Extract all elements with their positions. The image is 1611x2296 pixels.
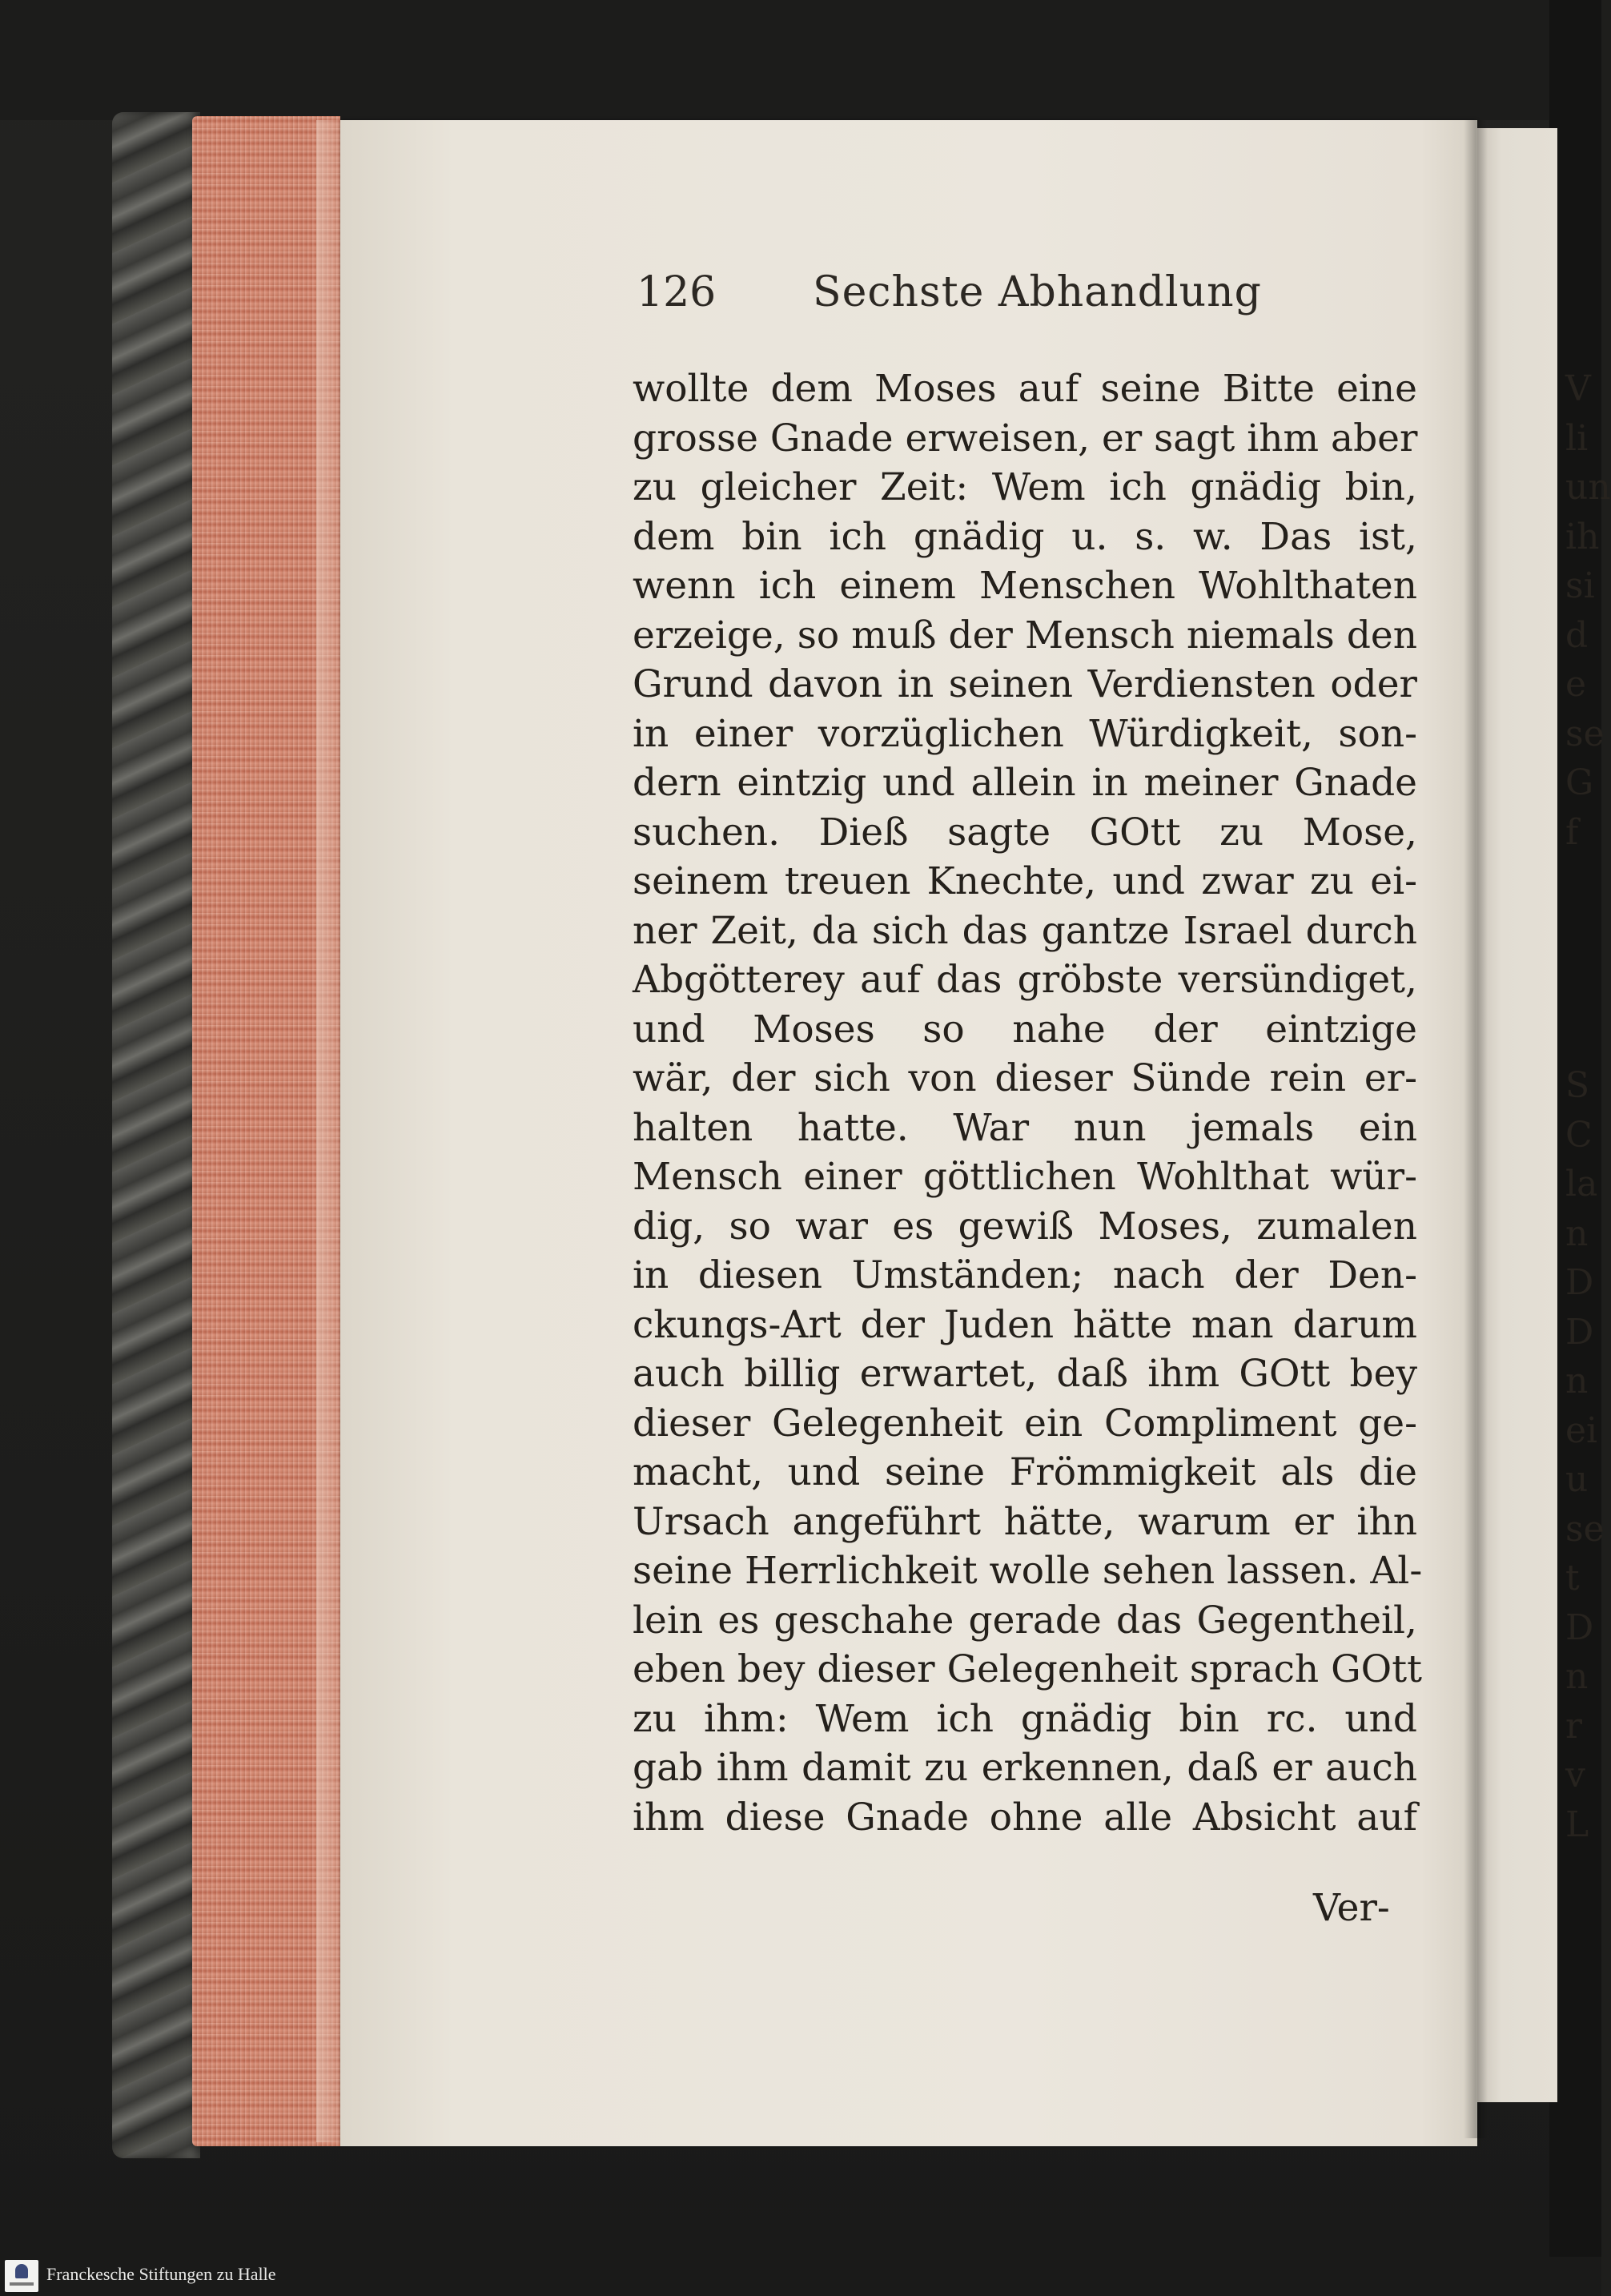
footer-label: Franckesche Stiftungen zu Halle: [46, 2264, 276, 2284]
facing-page-fragment: f: [1565, 811, 1579, 853]
facing-page-fragment: t: [1565, 1558, 1580, 1598]
text-line: ihm diese Gnade ohne alle Absicht auf: [633, 1795, 1417, 1840]
marbled-cover-board: [112, 112, 200, 2158]
facing-page-fragment: D: [1565, 1606, 1594, 1648]
text-line: gab ihm damit zu erkennen, daß er auch: [633, 1746, 1417, 1790]
facing-page-fragment: un: [1565, 467, 1611, 508]
book-gutter-shadow: [1464, 120, 1488, 2138]
text-line: zu ihm: Wem ich gnädig bin rc. und: [633, 1696, 1417, 1741]
text-line: wenn ich einem Menschen Wohlthaten: [633, 564, 1417, 608]
dark-background: [0, 0, 1601, 120]
text-line: wollte dem Moses auf seine Bitte eine: [633, 367, 1417, 411]
facing-page-text-top: [1565, 364, 1611, 857]
text-line: dieser Gelegenheit ein Compliment ge-: [633, 1401, 1417, 1446]
facing-page-text-bottom: [1565, 1061, 1605, 1849]
text-line: Grund davon in seinen Verdiensten oder: [633, 662, 1417, 706]
text-line: und Moses so nahe der eintzige: [633, 1007, 1417, 1051]
facing-page-fragment: e: [1565, 664, 1587, 705]
text-line: Mensch einer göttlichen Wohlthat wür-: [633, 1155, 1417, 1199]
facing-page-fragment: ih: [1565, 516, 1600, 557]
facing-page-fragment: n: [1565, 1656, 1589, 1697]
text-line: zu gleicher Zeit: Wem ich gnädig bin,: [633, 465, 1417, 509]
text-line: ner Zeit, da sich das gantze Israel durch: [633, 908, 1417, 953]
text-line: auch billig erwartet, daß ihm GOtt bey: [633, 1352, 1417, 1396]
text-line: Ursach angeführt hätte, warum er ihn: [633, 1499, 1417, 1544]
text-line: halten hatte. War nun jemals ein: [633, 1105, 1417, 1150]
catchword: Ver-: [1313, 1886, 1390, 1930]
facing-page-fragment: u: [1565, 1459, 1589, 1500]
body-text: [633, 364, 1423, 1842]
running-title: Sechste Abhandlung: [813, 268, 1262, 316]
facing-page-fragment: D: [1565, 1262, 1594, 1303]
facing-page-fragment: la: [1565, 1164, 1598, 1204]
text-line: lein es geschahe gerade das Gegentheil,: [633, 1598, 1417, 1643]
facing-page-fragment: D: [1565, 1311, 1594, 1353]
page-header: [637, 268, 1437, 332]
facing-page-fragment: se: [1565, 713, 1605, 754]
text-line: macht, und seine Frömmigkeit als die: [633, 1450, 1417, 1494]
facing-page-fragment: d: [1565, 614, 1589, 656]
facing-page-fragment: n: [1565, 1212, 1589, 1254]
facing-page-fragment: S: [1565, 1065, 1590, 1106]
text-line: in einer vorzüglichen Würdigkeit, son-: [633, 711, 1417, 756]
facing-page-fragment: se: [1565, 1508, 1605, 1550]
facing-page-fragment: L: [1565, 1803, 1589, 1845]
text-line: ckungs-Art der Juden hätte man darum: [633, 1302, 1417, 1347]
text-line: dern eintzig und allein in meiner Gnade: [633, 761, 1417, 805]
text-line: erzeige, so muß der Mensch niemals den: [633, 613, 1417, 657]
facing-page: [1477, 128, 1557, 2102]
facing-page-fragment: r: [1565, 1705, 1583, 1747]
page-number: 126: [637, 268, 717, 316]
facing-page-fragment: V: [1565, 368, 1591, 409]
facing-page-fragment: v: [1565, 1755, 1585, 1795]
text-line: grosse Gnade erweisen, er sagt ihm aber: [633, 416, 1418, 460]
text-line: wär, der sich von dieser Sünde rein er-: [633, 1056, 1417, 1100]
text-line: dem bin ich gnädig u. s. w. Das ist,: [633, 514, 1417, 559]
institution-logo-icon: [5, 2260, 38, 2292]
facing-page-fragment: si: [1565, 565, 1595, 606]
text-line: suchen. Dieß sagte GOtt zu Mose,: [633, 810, 1417, 854]
text-line: dig, so war es gewiß Moses, zumalen: [633, 1204, 1417, 1249]
facing-page-fragment: C: [1565, 1114, 1593, 1156]
text-line: Abgötterey auf das gröbste versündiget,: [633, 958, 1417, 1002]
facing-page-fragment: ei: [1565, 1409, 1598, 1451]
text-line: seinem treuen Knechte, und zwar zu ei-: [633, 859, 1417, 903]
facing-page-fragment: G: [1565, 762, 1594, 803]
text-line: in diesen Umständen; nach der Den-: [633, 1253, 1417, 1297]
facing-page-fragment: li: [1565, 417, 1589, 459]
facing-page-fragment: n: [1565, 1361, 1589, 1401]
text-line: seine Herrlichkeit wolle sehen lassen. Al-: [633, 1549, 1423, 1593]
text-line: eben bey dieser Gelegenheit sprach GOtt: [633, 1647, 1422, 1691]
